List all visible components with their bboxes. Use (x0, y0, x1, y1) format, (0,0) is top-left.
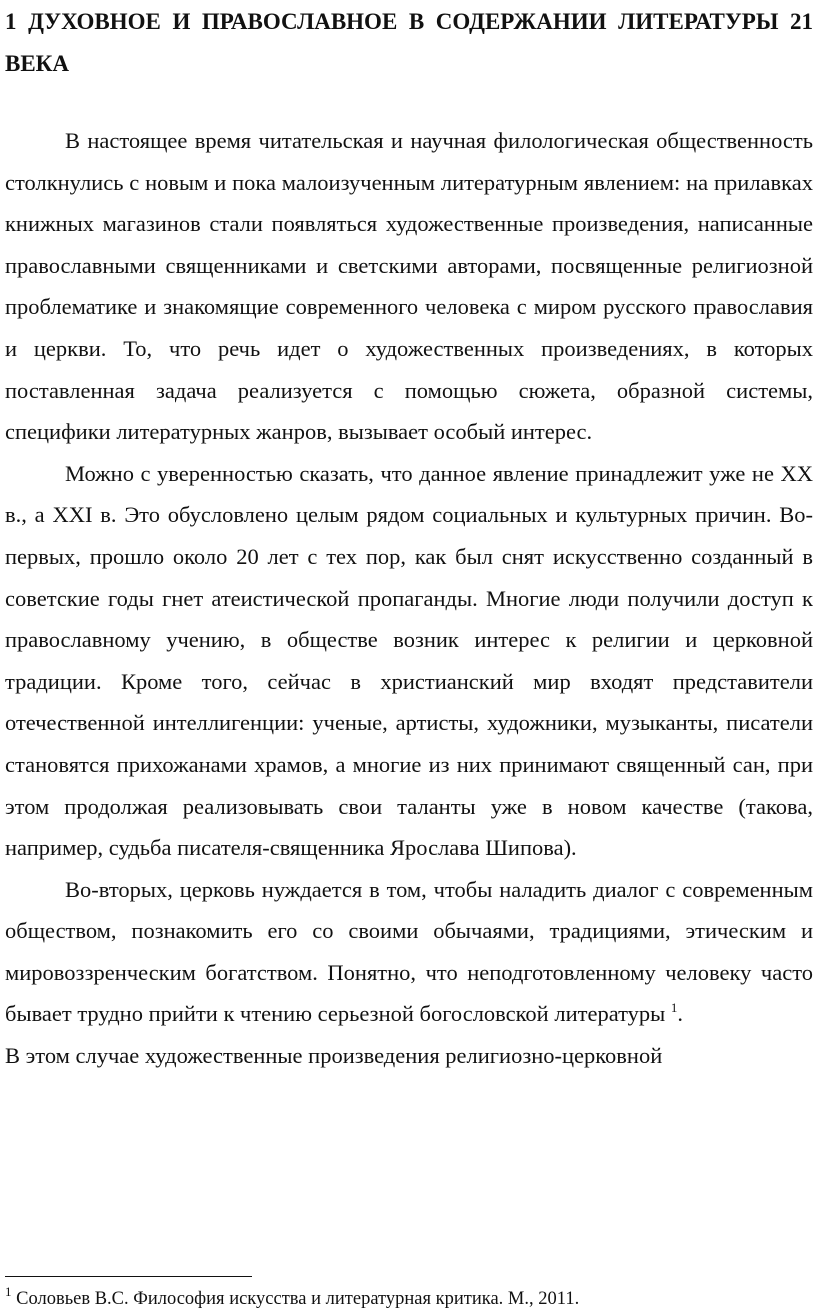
paragraph-1: В настоящее время читательская и научная филологическая общественность столкнулись с новым и пока малоизученным литературным явлением: на прилавках книжных магазинов стали появляться художественные произведения, написанные православными священниками и светскими авторами, посвященные религиозной проблематике и знакомящие современного человека с миром русского православия и церкви. То, что речь идет о художественных произведениях, в которых поставленная задача реализуется с помощью сюжета, образной системы, специфики литературных жанров, вызывает особый интерес. (5, 128, 813, 445)
paragraph-2: Можно с уверенностью сказать, что данное явление принадлежит уже не XX в., а XXI в. Это обусловлено целым рядом социальных и культурных причин. Во-первых, прошло около 20 лет с тех пор, как был снят искусственно созданный в советские годы гнет атеистической пропаганды. Многие люди получили доступ к православному учению, в обществе возник интерес к религии и церковной традиции. Кроме того, сейчас в христианский мир входят представители отечественной интеллигенции: ученые, артисты, художники, музыканты, писатели становятся прихожанами храмов, а многие из них принимают священный сан, при этом продолжая реализовывать свои таланты уже в новом качестве (такова, например, судьба писателя-священника Ярослава Шипова). (5, 460, 813, 861)
paragraph-3-end: . (677, 1001, 683, 1027)
footnote (5, 1283, 580, 1311)
paragraph-3-text: Во-вторых, церковь нуждается в том, чтобы наладить диалог с современным обществом, познакомить его со своими обычаями, традициями, этическим и мировоззренческим богатством. Понятно, что неподготовленному человеку часто бывает трудно прийти к чтению серьезной богословской литературы (5, 876, 813, 1027)
chapter-heading: 1 ДУХОВНОЕ И ПРАВОСЛАВНОЕ В СОДЕРЖАНИИ ЛИТЕРАТУРЫ 21 ВЕКА (5, 9, 813, 76)
body-text (5, 120, 813, 1077)
footnote-separator (5, 1276, 252, 1277)
footnote-number: 1 (5, 1283, 12, 1299)
paragraph-4-start: В этом случае художественные произведения религиозно-церковной (5, 1043, 663, 1069)
paragraph-3 (5, 869, 813, 1035)
document-page (5, 0, 813, 1315)
footnote-reference[interactable]: 1 (670, 999, 678, 1015)
footnote-text: Соловьев В.С. Философия искусства и литературная критика. М., 2011. (11, 1289, 580, 1309)
